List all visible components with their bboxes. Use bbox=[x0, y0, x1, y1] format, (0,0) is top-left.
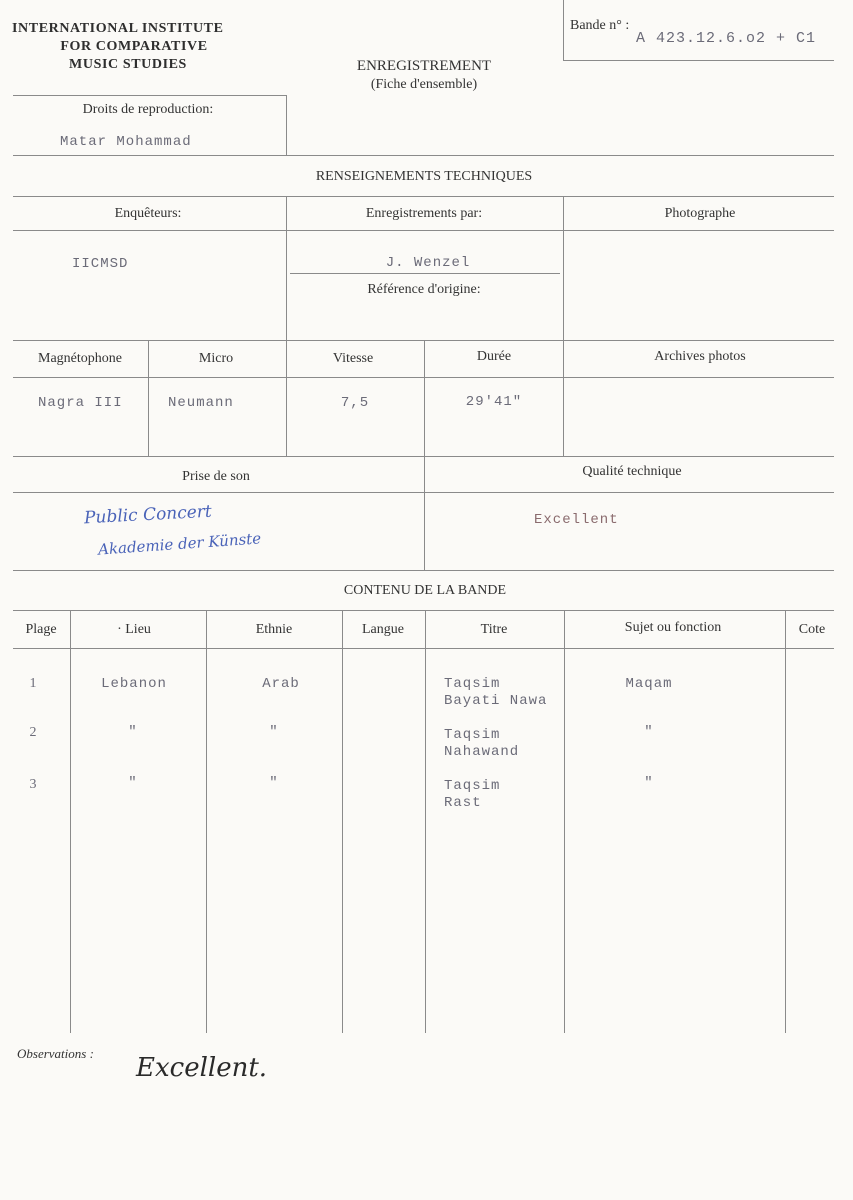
col-header-langue: Langue bbox=[362, 622, 404, 637]
form-title: ENREGISTREMENT bbox=[356, 58, 492, 74]
plage-cell: 1 bbox=[29, 676, 37, 691]
sujet-cell: " bbox=[644, 775, 654, 791]
duree-value: 29'41" bbox=[465, 394, 523, 410]
archives-label: Archives photos bbox=[654, 349, 746, 364]
micro-label: Micro bbox=[198, 351, 234, 366]
enqueteurs-value: IICMSD bbox=[72, 256, 129, 272]
observations-value: Excellent. bbox=[136, 1053, 268, 1083]
contenu-heading: CONTENU DE LA BANDE bbox=[343, 583, 507, 598]
col-header-titre: Titre bbox=[480, 622, 508, 637]
micro-value: Neumann bbox=[168, 395, 234, 411]
titre-cell-line2: Bayati Nawa bbox=[444, 693, 548, 709]
col-header-lieu: · Lieu bbox=[117, 622, 151, 637]
titre-cell-line1: Taqsim bbox=[444, 727, 501, 743]
plage-cell: 3 bbox=[29, 777, 37, 792]
ethnie-cell: " bbox=[269, 775, 279, 791]
sujet-cell: " bbox=[644, 724, 654, 740]
titre-cell-line1: Taqsim bbox=[444, 676, 501, 692]
titre-cell-line2: Nahawand bbox=[444, 744, 520, 760]
lieu-cell: " bbox=[128, 775, 138, 791]
col-header-ethnie: Ethnie bbox=[255, 622, 293, 637]
prise-de-son-line2: Akademie der Künste bbox=[97, 529, 262, 559]
vitesse-label: Vitesse bbox=[332, 351, 374, 366]
enqueteurs-label: Enquêteurs: bbox=[114, 206, 182, 221]
titre-cell-line2: Rast bbox=[444, 795, 482, 811]
droits-label: Droits de reproduction: bbox=[82, 102, 214, 117]
reference-label: Référence d'origine: bbox=[367, 282, 481, 297]
enregistrements-value: J. Wenzel bbox=[385, 255, 471, 271]
renseignements-heading: RENSEIGNEMENTS TECHNIQUES bbox=[315, 169, 533, 184]
magnetophone-label: Magnétophone bbox=[38, 351, 122, 366]
lieu-cell: Lebanon bbox=[101, 676, 167, 692]
col-header-plage: Plage bbox=[25, 622, 57, 637]
sujet-cell: Maqam bbox=[625, 676, 673, 692]
plage-cell: 2 bbox=[29, 725, 37, 740]
duree-label: Durée bbox=[476, 349, 512, 364]
enregistrements-label: Enregistrements par: bbox=[365, 206, 483, 221]
col-header-cote: Cote bbox=[798, 622, 826, 637]
droits-value: Matar Mohammad bbox=[60, 134, 192, 150]
vitesse-value: 7,5 bbox=[340, 395, 370, 411]
lieu-cell: " bbox=[128, 724, 138, 740]
institute-name-line1: INTERNATIONAL INSTITUTE bbox=[12, 21, 224, 36]
qualite-value: Excellent bbox=[534, 512, 619, 528]
observations-label: Observations : bbox=[17, 1046, 94, 1061]
qualite-label: Qualité technique bbox=[582, 464, 682, 479]
col-header-sujet: Sujet ou fonction bbox=[624, 620, 722, 635]
form-subtitle: (Fiche d'ensemble) bbox=[370, 77, 478, 92]
ethnie-cell: " bbox=[269, 724, 279, 740]
prise-de-son-line1: Public Concert bbox=[83, 501, 213, 529]
titre-cell-line1: Taqsim bbox=[444, 778, 501, 794]
magnetophone-value: Nagra III bbox=[38, 395, 123, 411]
ethnie-cell: Arab bbox=[262, 676, 300, 692]
institute-name-line3: MUSIC STUDIES bbox=[69, 57, 187, 72]
photographe-label: Photographe bbox=[664, 206, 736, 221]
bande-label: Bande n° : bbox=[570, 18, 630, 33]
bande-number: A 423.12.6.o2 + C1 bbox=[636, 30, 817, 47]
institute-name-line2: FOR COMPARATIVE bbox=[60, 39, 208, 54]
prise-de-son-label: Prise de son bbox=[182, 469, 250, 484]
